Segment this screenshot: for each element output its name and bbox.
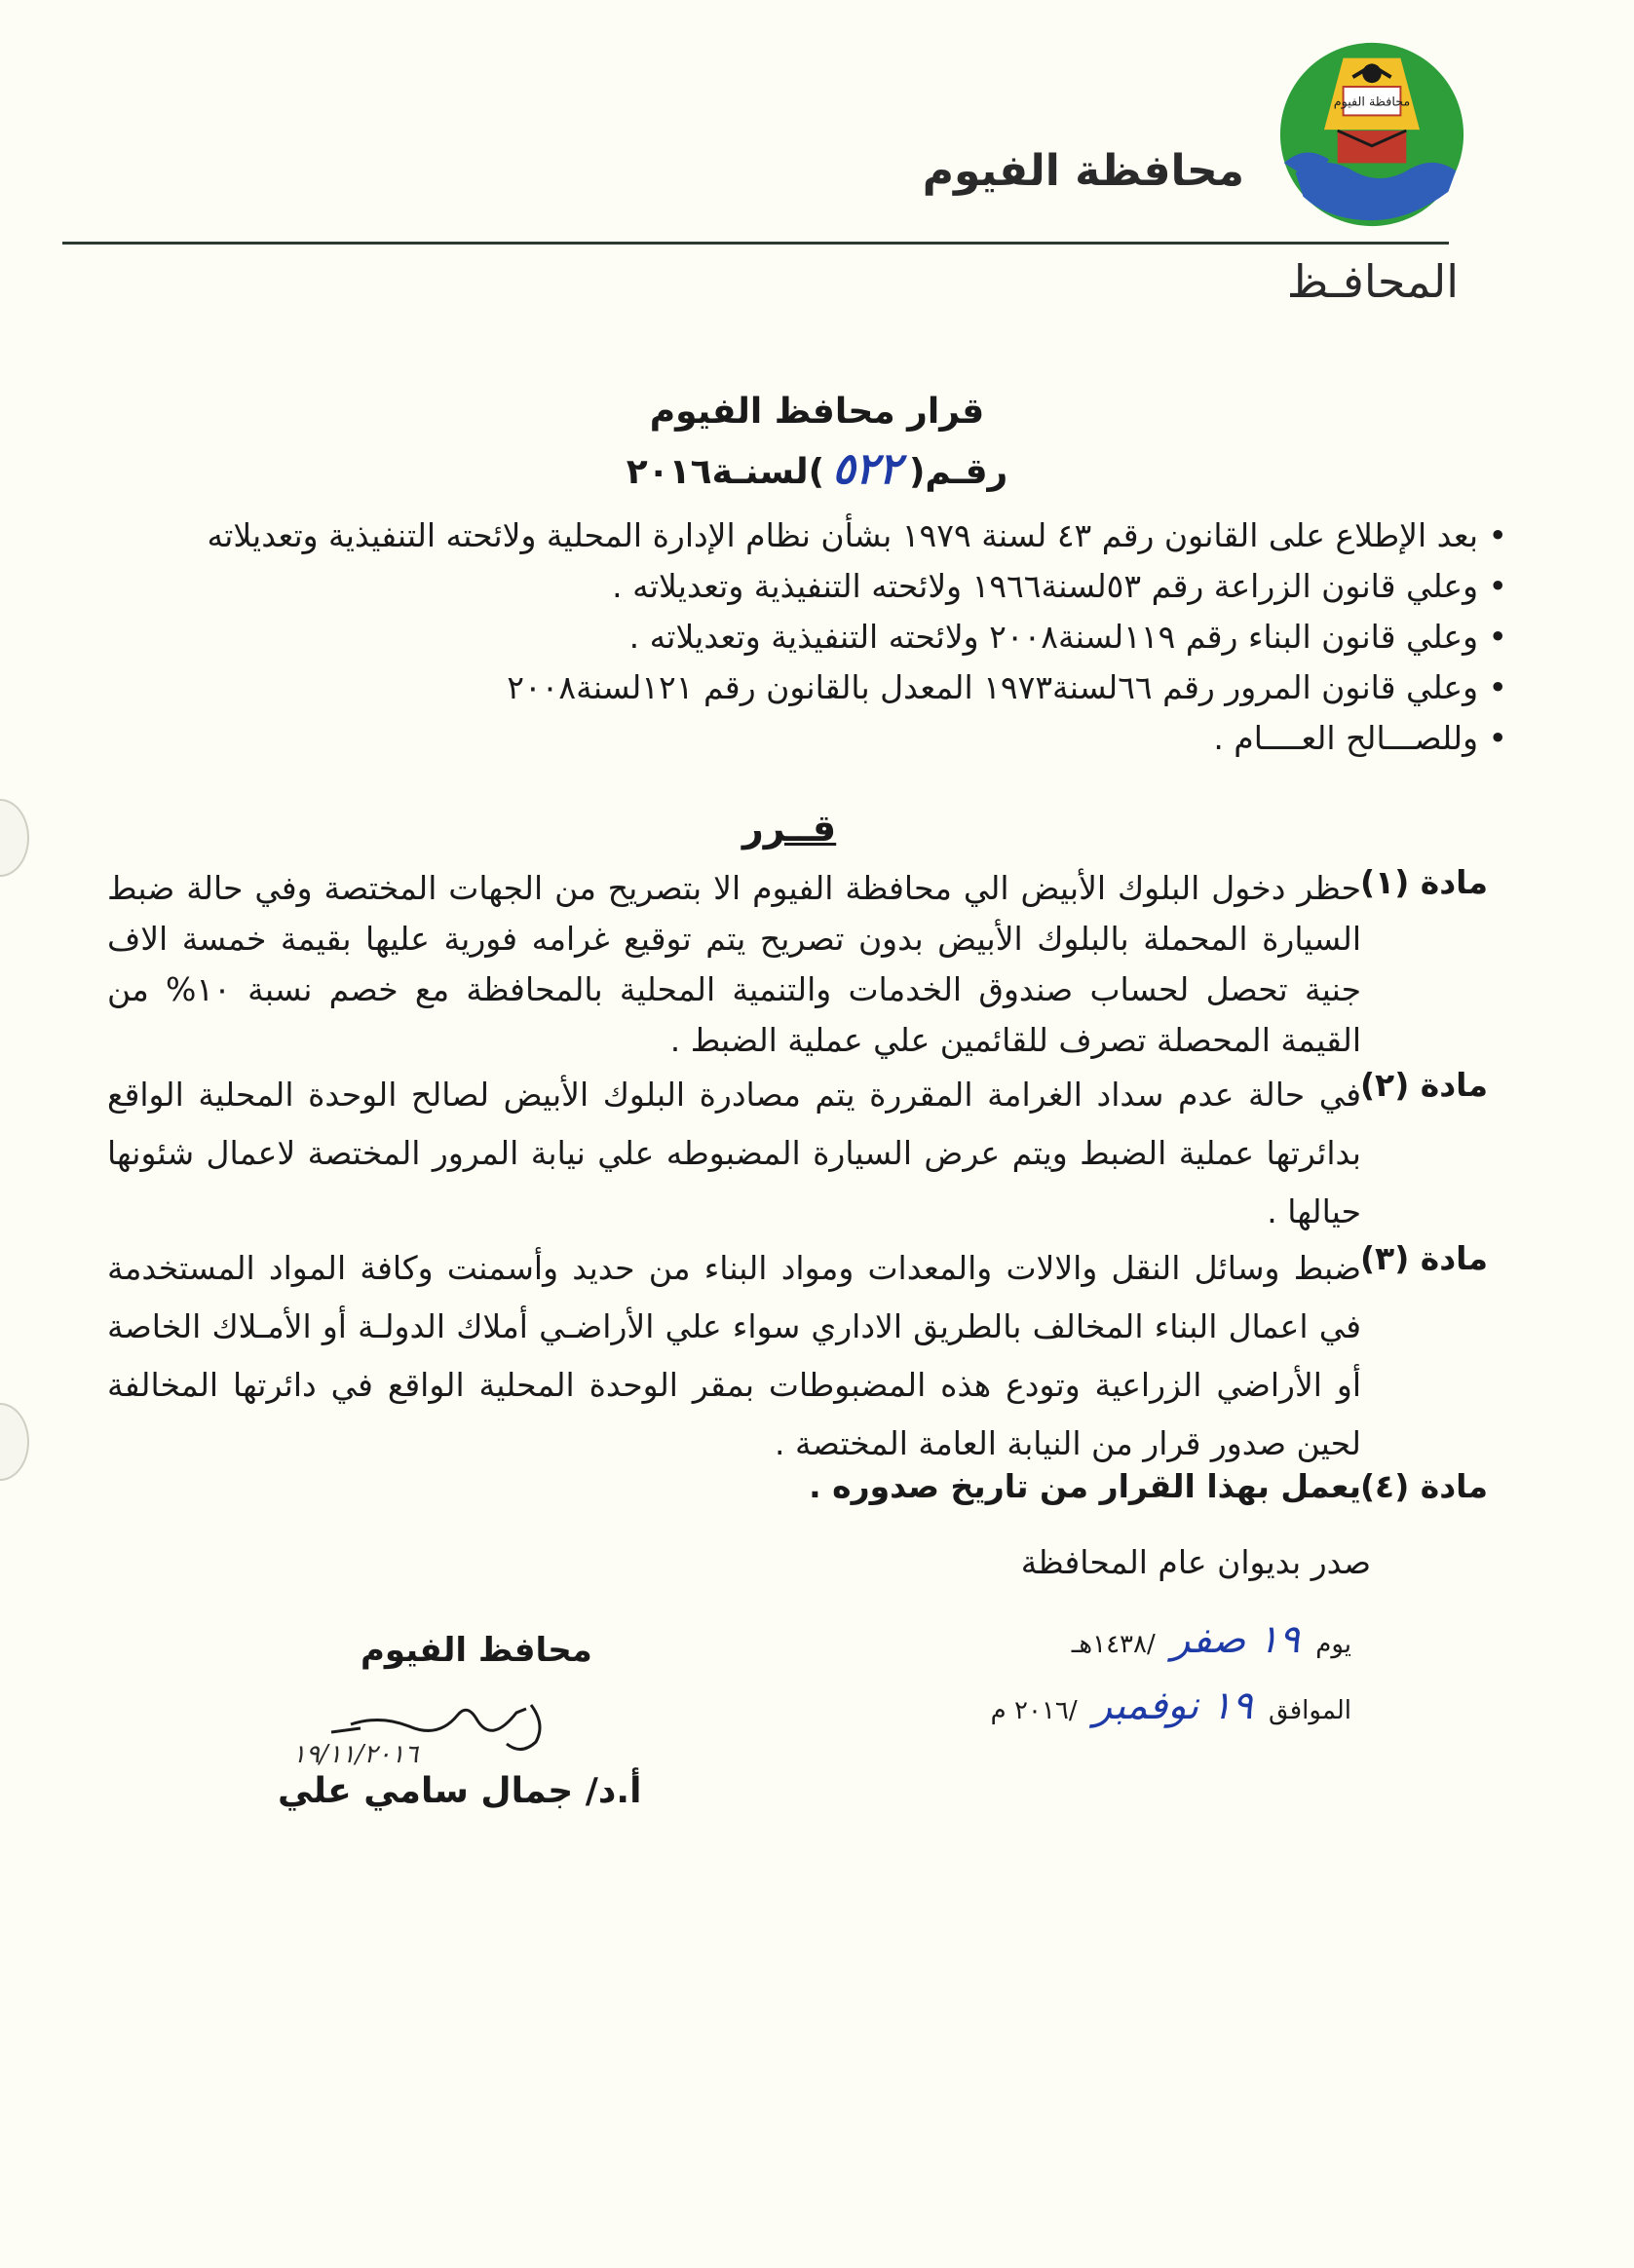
preamble-item: • وللصـــالح العــــام . (97, 713, 1507, 764)
signer-title: محافظ الفيوم (361, 1631, 592, 1670)
article-3 (107, 1239, 1488, 1473)
hijri-handwritten: ١٩ صفر (1171, 1617, 1300, 1662)
article-label: مادة (١) (1359, 863, 1488, 901)
article-label: مادة (٣) (1359, 1239, 1488, 1277)
gregorian-date (991, 1683, 1351, 1728)
preamble-item: • وعلي قانون المرور رقم ٦٦لسنة١٩٧٣ المعدل بالقانون رقم ١٢١لسنة٢٠٠٨ (97, 662, 1507, 713)
preamble-list (97, 510, 1507, 764)
hijri-date (1072, 1617, 1351, 1662)
article-text: حظر دخول البلوك الأبيض الي محافظة الفيوم الا بتصريح من الجهات المختصة وفي حالة ضبط السيارة المحملة بالبلوك الأبيض بدون تصريح يتم توقيع غرامه فورية عليها بقيمة خمسة الاف جنية تحصل لحساب صندوق الخدمات والتنمية المحلية بالمحافظة مع خصم نسبة ١٠% من القيمة المحصلة تصرف للقائمين علي عملية الضبط . (107, 869, 1361, 1059)
article-text: ضبط وسائل النقل والالات والمعدات ومواد البناء من حديد وأسمنت وكافة المواد المستخدمة في اعمال البناء المخالف بالطريق الاداري سواء علي الأراضـي أملاك الدولـة أو الأمـلاك الخاصة أو الأراضي الزراعية وتودع هذه المضبوطات بمقر الوحدة المحلية الواقع في دائرتها المخالفة لحين صدور قرار من النيابة العامة المختصة . (107, 1249, 1361, 1462)
role-title: المحافـظ (1286, 255, 1459, 308)
header-rule (62, 242, 1449, 245)
punch-hole-top (0, 799, 29, 877)
punch-hole-bottom (0, 1403, 29, 1481)
preamble-item: • وعلي قانون الزراعة رقم ٥٣لسنة١٩٦٦ ولائحته التنفيذية وتعديلاته . (97, 561, 1507, 612)
decision-heading: قــرر (741, 807, 837, 850)
decision-number-suffix: )لسنـة٢٠١٦ (626, 452, 825, 492)
signature-date: ١٩/١١/٢٠١٦ (292, 1740, 419, 1769)
article-label: مادة (٤) (1359, 1467, 1488, 1505)
governorate-logo (1276, 39, 1467, 230)
article-text: يعمل بهذا القرار من تاريخ صدوره . (809, 1467, 1361, 1505)
hijri-suffix: /١٤٣٨هـ (1071, 1630, 1156, 1659)
greg-prefix: الموافق (1269, 1696, 1351, 1725)
signer-name: أ.د/ جمال سامي علي (278, 1771, 642, 1811)
article-1 (107, 863, 1488, 1058)
article-2 (107, 1066, 1488, 1233)
governorate-name: محافظة الفيوم (922, 146, 1244, 196)
decision-number-value: ٥٢٢ (832, 444, 901, 494)
hijri-prefix: يوم (1315, 1630, 1351, 1659)
greg-suffix: /٢٠١٦ م (990, 1696, 1078, 1725)
article-label: مادة (٢) (1359, 1066, 1488, 1104)
decision-number (0, 444, 1634, 494)
article-4 (107, 1467, 1488, 1526)
decision-number-prefix: رقـم( (908, 452, 1008, 492)
preamble-item: • بعد الإطلاع على القانون رقم ٤٣ لسنة ١٩٧٩ بشأن نظام الإدارة المحلية ولائحته التنفيذية وتعديلاته (97, 510, 1507, 561)
preamble-item: • وعلي قانون البناء رقم ١١٩لسنة٢٠٠٨ ولائحته التنفيذية وتعديلاته . (97, 612, 1507, 662)
issued-at: صدر بديوان عام المحافظة (1020, 1543, 1371, 1581)
article-text: في حالة عدم سداد الغرامة المقررة يتم مصادرة البلوك الأبيض لصالح الوحدة المحلية الواقع بدائرتها عملية الضبط ويتم عرض السيارة المضبوطه علي نيابة المرور المختصة لاعمال شئونها حيالها . (107, 1076, 1361, 1230)
logo-text: محافظة الفيوم (1333, 94, 1411, 110)
decision-title: قرار محافظ الفيوم (649, 392, 985, 432)
greg-handwritten: ١٩ نوفمبر (1092, 1683, 1253, 1728)
